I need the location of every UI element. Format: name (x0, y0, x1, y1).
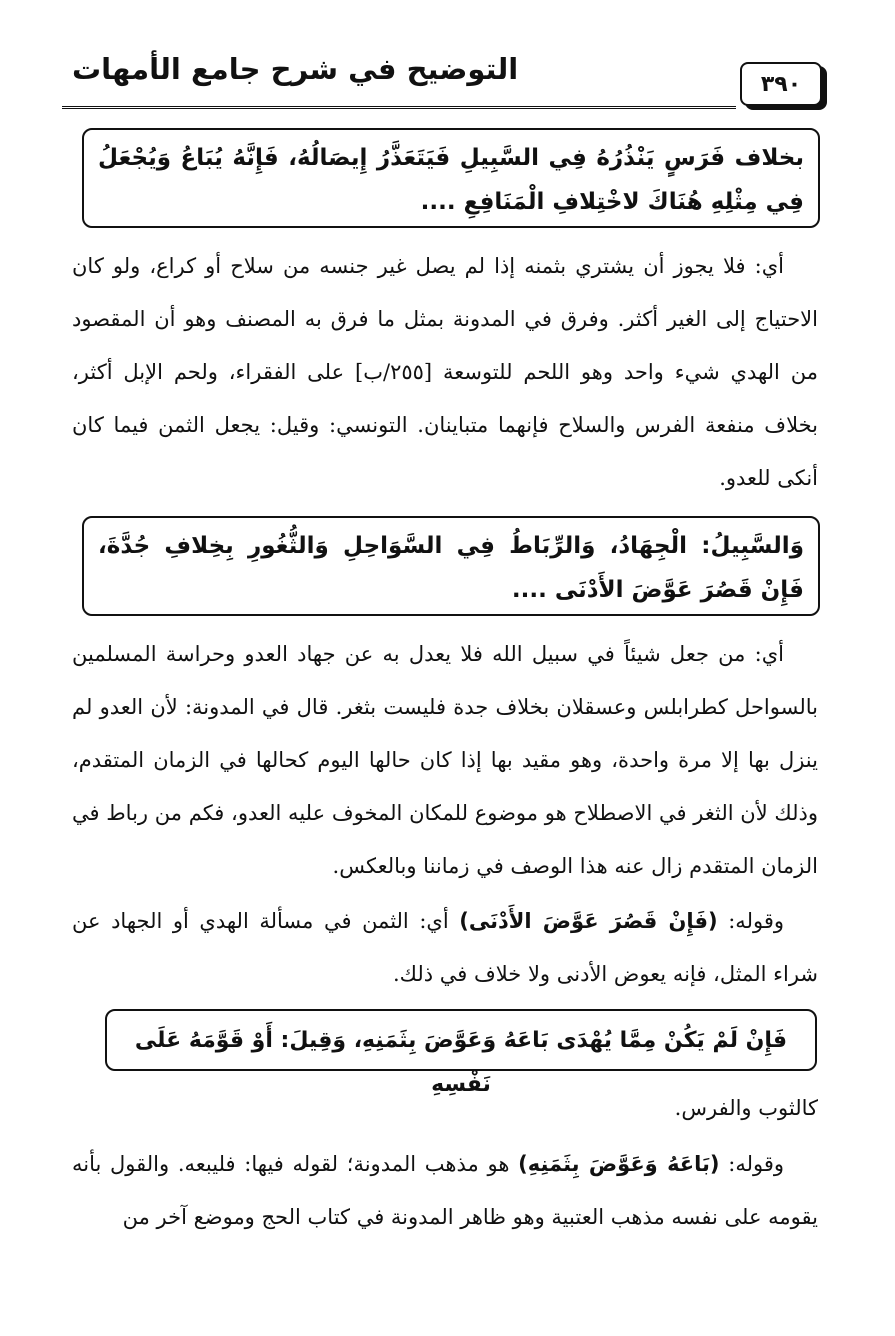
matn-quote-3: فَإِنْ لَمْ يَكُنْ مِمَّا يُهْدَى بَاعَهُ وَعَوَّضَ بِثَمَنِهِ، وَقِيلَ: أَوْ قَوَّمَهُ عَلَى نَفْسِهِ (105, 1009, 817, 1071)
matn-quote-1: بخلاف فَرَسٍ يَنْذُرُهُ فِي السَّبِيلِ فَيَتَعَذَّرُ إِيصَالُهُ، فَإِنَّهُ يُبَاعُ وَيُجْعَلُ فِي مِثْلِهِ هُنَاكَ لاخْتِلافِ الْمَنَافِعِ .... (82, 128, 820, 228)
page-header (62, 52, 822, 110)
commentary-text-5: هو مذهب المدونة؛ لقوله فيها: فليبعه. والقول بأنه يقومه على نفسه مذهب العتبية وهو ظاهر المدونة في كتاب الحج وموضع آخر من (72, 1152, 818, 1229)
quoted-phrase-3: (فَإِنْ قَصُرَ عَوَّضَ الأَدْنَى) (459, 909, 718, 933)
commentary-lead-5: وقوله: (728, 1152, 785, 1176)
commentary-paragraph-5 (72, 1138, 818, 1244)
commentary-paragraph-4 (72, 1082, 818, 1135)
commentary-text-2: أي: من جعل شيئاً في سبيل الله فلا يعدل به عن جهاد العدو وحراسة المسلمين بالسواحل كطرابلس وعسقلان بخلاف جدة فليست بثغر. قال في المدونة: لأن العدو لم ينزل بها إلا مرة واحدة، وهو مقيد بها إذا كان حالها اليوم كحالها في الزمان المتقدم، وذلك لأن الثغر في الاصطلاح هو موضوع للمكان المخوف عليه العدو، فكم من رباط في الزمان المتقدم زال عنه هذا الوصف في زماننا وبالعكس. (72, 642, 818, 878)
commentary-text-4: كالثوب والفرس. (674, 1096, 818, 1120)
commentary-paragraph-3 (72, 895, 818, 1001)
quoted-phrase-5: (بَاعَهُ وَعَوَّضَ بِثَمَنِهِ) (518, 1152, 720, 1176)
commentary-text-1: أي: فلا يجوز أن يشتري بثمنه إذا لم يصل غير جنسه من سلاح أو كراع، ولو كان الاحتياج إلى الغير أكثر. وفرق في المدونة بمثل ما فرق به المصنف وهو أن المقصود من الهدي شيء واحد وهو اللحم للتوسعة [٢٥٥/ب] على الفقراء، ولحم الإبل أكثر، بخلاف منفعة الفرس والسلاح فإنهما متباينان. التونسي: وقيل: يجعل الثمن فيما كان أنكى للعدو. (72, 254, 818, 490)
header-divider (62, 106, 736, 109)
commentary-paragraph-1 (72, 240, 818, 505)
commentary-text-3: أي: الثمن في مسألة الهدي أو الجهاد عن شراء المثل، فإنه يعوض الأدنى ولا خلاف في ذلك. (72, 909, 818, 986)
matn-quote-2: وَالسَّبِيلُ: الْجِهَادُ، وَالرِّبَاطُ فِي السَّوَاحِلِ وَالثُّغُورِ بِخِلافِ جُدَّةَ، فَإِنْ قَصُرَ عَوَّضَ الأَدْنَى .... (82, 516, 820, 616)
commentary-paragraph-2 (72, 628, 818, 893)
commentary-lead-3: وقوله: (728, 909, 784, 933)
book-title: التوضيح في شرح جامع الأمهات (72, 52, 519, 86)
page-number: ٣٩٠ (740, 62, 822, 106)
